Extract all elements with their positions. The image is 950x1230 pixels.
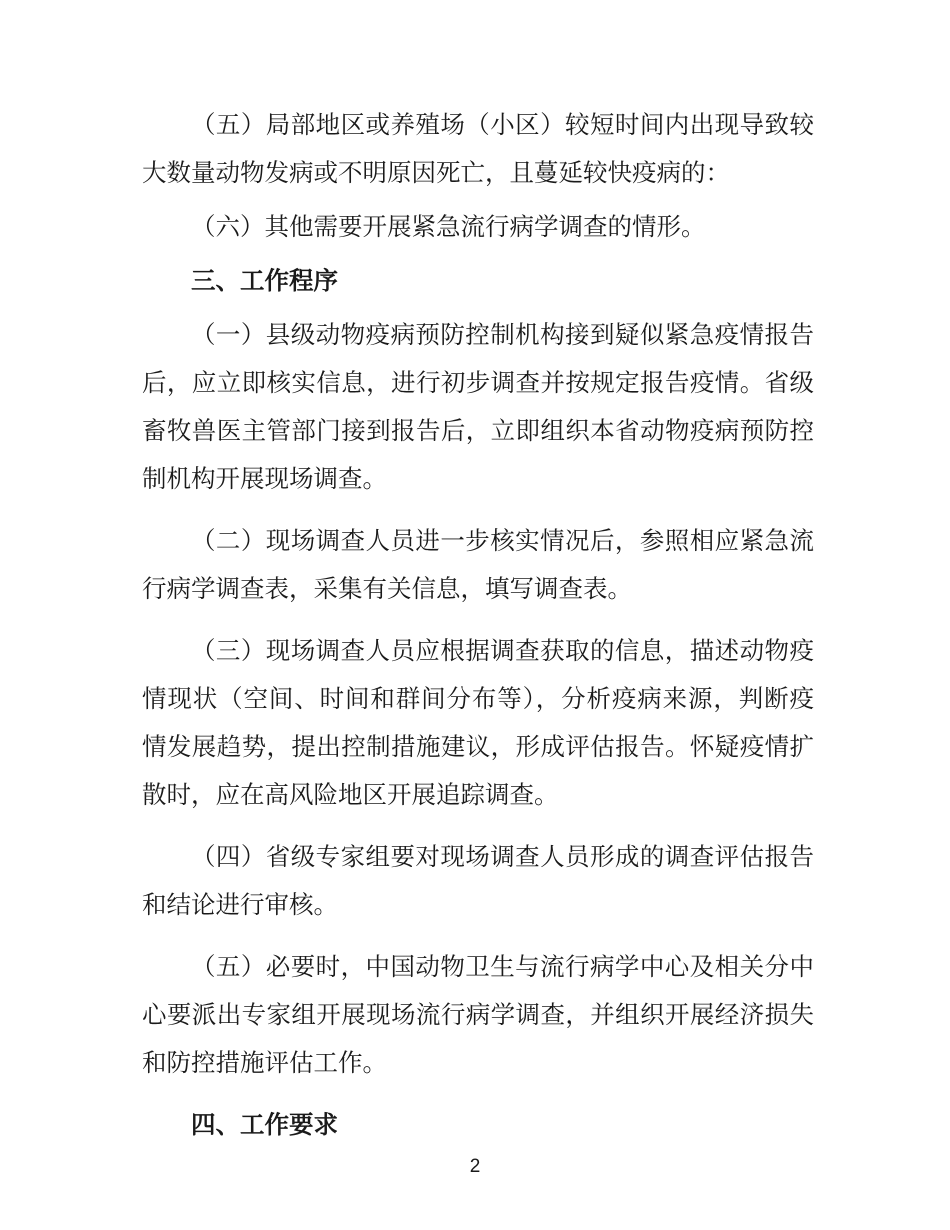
document-body — [142, 101, 814, 1149]
paragraph-procedure-5: （五）必要时，中国动物卫生与流行病学中心及相关分中心要派出专家组开展现场流行病学调查，并组织开展经济损失和防控措施评估工作。 — [142, 952, 814, 1077]
paragraph-procedure-3: （三）现场调查人员应根据调查获取的信息，描述动物疫情现状（空间、时间和群间分布等），分析疫病来源，判断疫情发展趋势，提出控制措施建议，形成评估报告。怀疑疫情扩散时，应在高风险地区开展追踪调查。 — [142, 636, 814, 809]
section-heading-work-requirements: 四、工作要求 — [191, 1110, 338, 1139]
page-number: 2 — [469, 1156, 481, 1177]
paragraph-item-5: （五）局部地区或养殖场（小区）较短时间内出现导致较大数量动物发病或不明原因死亡，且蔓延较快疫病的： — [142, 110, 814, 187]
paragraph-item-6: （六）其他需要开展紧急流行病学调查的情形。 — [191, 212, 706, 241]
paragraph-procedure-1: （一）县级动物疫病预防控制机构接到疑似紧急疫情报告后，应立即核实信息，进行初步调查并按规定报告疫情。省级畜牧兽医主管部门接到报告后，立即组织本省动物疫病预防控制机构开展现场调查。 — [142, 320, 814, 493]
paragraph-procedure-4: （四）省级专家组要对现场调查人员形成的调查评估报告和结论进行审核。 — [142, 842, 814, 919]
paragraph-procedure-2: （二）现场调查人员进一步核实情况后，参照相应紧急流行病学调查表，采集有关信息，填写调查表。 — [142, 526, 814, 603]
section-heading-work-procedure: 三、工作程序 — [191, 266, 338, 295]
